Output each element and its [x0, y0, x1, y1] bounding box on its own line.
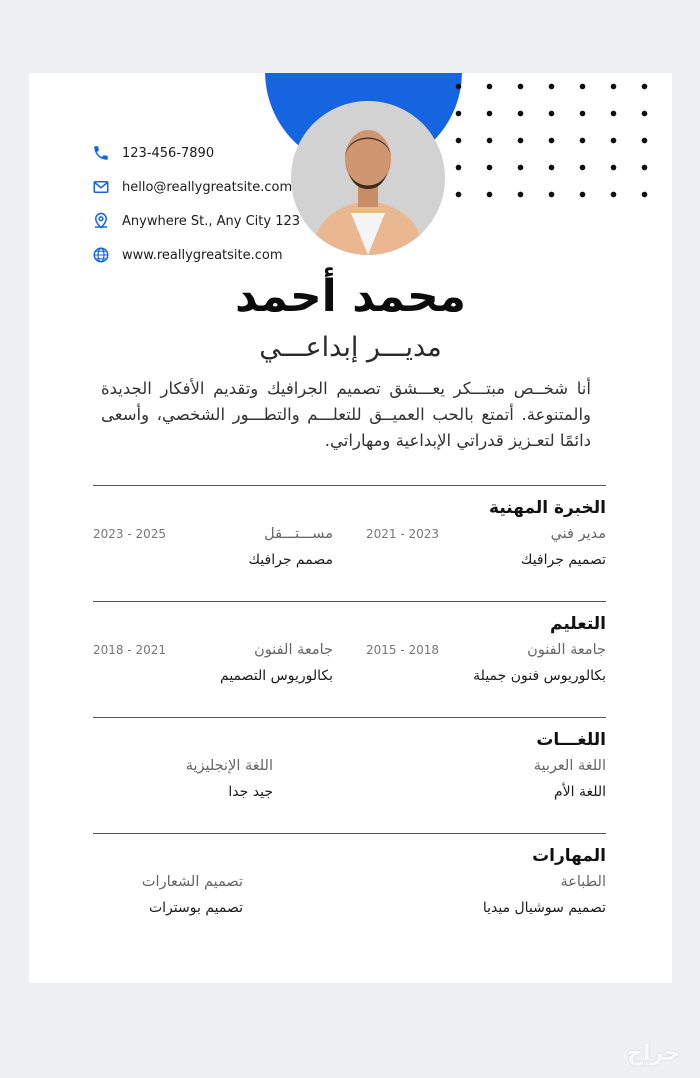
- item-subtitle: بكالوريوس التصميم: [220, 668, 333, 684]
- contact-list: [91, 136, 300, 272]
- job-title: مديـــر إبداعـــي: [259, 332, 442, 363]
- experience-item: [93, 526, 333, 568]
- section-education: [93, 601, 606, 696]
- item-title: الطباعة: [560, 874, 606, 890]
- item-dates: 2021 - 2023: [366, 527, 440, 541]
- item-title: مســـتـــقل: [264, 526, 333, 542]
- experience-item: [366, 526, 606, 568]
- section-divider: [93, 601, 606, 602]
- item-title: اللغة العربية: [533, 758, 606, 774]
- section-heading: الخبرة المهنية: [489, 498, 606, 518]
- contact-email: [91, 170, 300, 204]
- person-name: محمد أحمد: [235, 271, 466, 322]
- item-subtitle: تصميم بوسترات: [148, 900, 243, 916]
- section-heading: التعليم: [550, 614, 606, 634]
- watermark-logo: حراج: [627, 1041, 680, 1066]
- section-heading: المهارات: [532, 846, 606, 866]
- section-languages: [93, 717, 606, 812]
- skill-item: [366, 874, 606, 916]
- street-address: Anywhere St., Any City 123: [122, 213, 301, 229]
- globe-icon: [91, 245, 111, 265]
- item-title: جامعة الفنون: [527, 642, 606, 658]
- profile-summary: أنا شخــص مبتـــكر يعـــشق تصميم الجرافيك وتقديم الأفكار الجديدة والمتنوعة. أتمتع بالحب العميــق للتعلـــم والتطـــور الشخصي، وأسعى دائمًا لتعـزيز قدراتي الإبداعية ومهاراتي.: [101, 379, 591, 450]
- item-subtitle: مصمم جرافيك: [248, 552, 333, 568]
- item-subtitle: تصميم جرافيك: [520, 552, 606, 568]
- education-item: [93, 642, 333, 684]
- section-skills: [93, 833, 606, 928]
- contact-phone: [91, 136, 300, 170]
- item-title: اللغة الإنجليزية: [185, 758, 273, 774]
- contact-address: [91, 204, 300, 238]
- item-dates: 2015 - 2018: [366, 643, 440, 657]
- section-divider: [93, 485, 606, 486]
- item-subtitle: جيد جدا: [228, 784, 273, 800]
- email-address: hello@reallygreatsite.com: [122, 179, 293, 195]
- section-heading: اللغـــات: [536, 730, 606, 750]
- person-photo-illustration: [291, 101, 445, 255]
- item-dates: 2018 - 2021: [93, 643, 167, 657]
- phone-number: 123-456-7890: [122, 145, 215, 161]
- language-item: [366, 758, 606, 800]
- item-subtitle: بكالوريوس فنون جميلة: [473, 668, 606, 684]
- item-dates: 2023 - 2025: [93, 527, 167, 541]
- item-title: تصميم الشعارات: [141, 874, 243, 890]
- resume-page: [29, 73, 672, 983]
- skill-item: [103, 874, 243, 916]
- contact-website: [91, 238, 300, 272]
- decorative-dot-grid: [443, 73, 672, 208]
- mail-icon: [91, 177, 111, 197]
- language-item: [153, 758, 273, 800]
- website-url: www.reallygreatsite.com: [122, 247, 283, 263]
- profile-photo: [291, 101, 445, 255]
- item-title: جامعة الفنون: [254, 642, 333, 658]
- section-divider: [93, 833, 606, 834]
- education-item: [366, 642, 606, 684]
- item-subtitle: تصميم سوشيال ميديا: [482, 900, 606, 916]
- location-icon: [91, 211, 111, 231]
- section-experience: [93, 485, 606, 580]
- section-divider: [93, 717, 606, 718]
- item-subtitle: اللغة الأم: [553, 784, 606, 800]
- phone-icon: [91, 143, 111, 163]
- item-title: مدير فني: [550, 526, 606, 542]
